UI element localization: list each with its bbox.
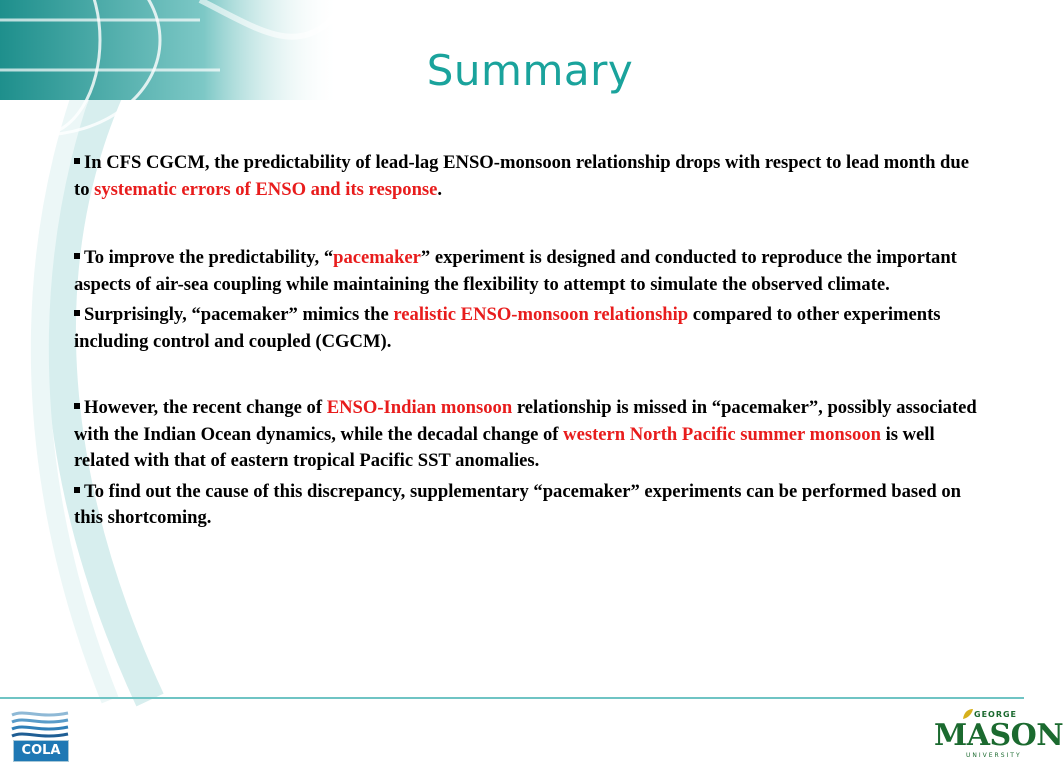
square-bullet-icon (74, 253, 80, 259)
george-mason-logo (932, 706, 1063, 764)
gmu-logo-top: GEORGE (974, 710, 1018, 719)
summary-content (74, 150, 984, 532)
cola-logo (10, 707, 70, 761)
cola-logo-text: COLA (13, 740, 69, 762)
wave-icon (10, 707, 70, 741)
bullet-item: However, the recent change of ENSO-Indian monsoon relationship is missed in “pacemaker”, possibly associated with the Indian Ocean dynamics, while the decadal change of western North Pacific summer monsoon is well related with that of eastern tropical Pacific SST anomalies. (74, 397, 977, 471)
square-bullet-icon (74, 310, 80, 316)
footer-divider (0, 697, 1024, 699)
square-bullet-icon (74, 487, 80, 493)
bullet-item: To find out the cause of this discrepancy, supplementary “pacemaker” experiments can be performed based on this shortcoming. (74, 480, 961, 528)
gmu-logo-main: MASON (934, 718, 1063, 753)
bullet-item: To improve the predictability, “pacemaker” experiment is designed and conducted to reproduce the important aspects of air-sea coupling while maintaining the flexibility to attempt to simulate the observed climate. (74, 247, 957, 295)
bullet-item: In CFS CGCM, the predictability of lead-lag ENSO-monsoon relationship drops with respect to lead month due to systematic errors of ENSO and its response. (74, 152, 969, 200)
bullet-item: Surprisingly, “pacemaker” mimics the realistic ENSO-monsoon relationship compared to other experiments including control and coupled (CGCM). (74, 304, 941, 352)
square-bullet-icon (74, 158, 80, 164)
page-title: Summary (426, 46, 634, 95)
gmu-logo-bottom: UNIVERSITY (966, 752, 1022, 759)
square-bullet-icon (74, 403, 80, 409)
